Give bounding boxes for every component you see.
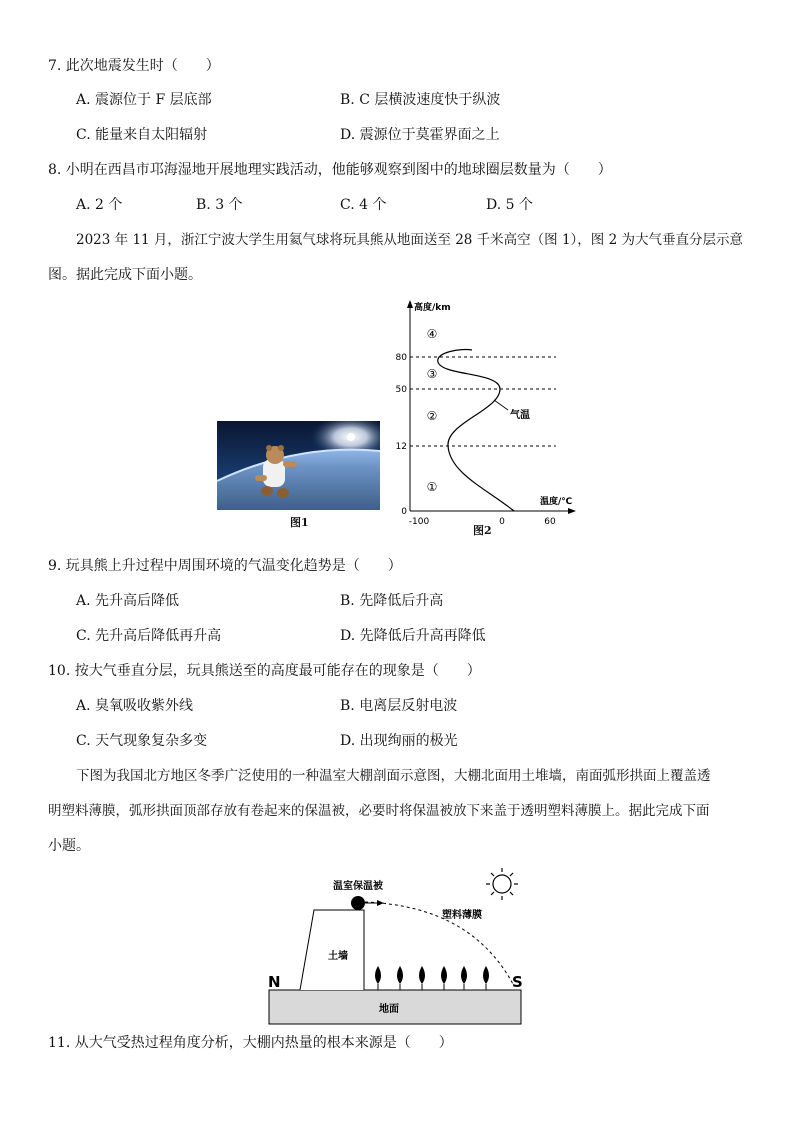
y-tick-0: 0 xyxy=(401,507,407,517)
quilt-roll xyxy=(351,896,365,910)
fig1-photo xyxy=(217,421,380,510)
fig1-label: 图1 xyxy=(290,516,309,529)
intro2-line1: 下图为我国北方地区冬季广泛使用的一种温室大棚剖面示意图，大棚北面用土堆墙，南面弧形拱面上覆盖透 xyxy=(76,768,711,784)
north-label: N xyxy=(268,973,281,991)
q10-stem: 10. 按大气垂直分层，玩具熊送至的高度最可能存在的现象是（ ） xyxy=(48,663,481,679)
intro1-line2: 图。据此完成下面小题。 xyxy=(48,267,202,283)
q9-option-c: C. 先升高后降低再升高 xyxy=(76,628,222,644)
y-axis-label: 高度/km xyxy=(414,303,451,313)
temperature-curve xyxy=(438,350,514,512)
q10-option-d: D. 出现绚丽的极光 xyxy=(340,733,458,749)
wall-label: 土墙 xyxy=(328,951,348,962)
q9-stem: 9. 玩具熊上升过程中周围环境的气温变化趋势是（ ） xyxy=(48,558,402,574)
intro2-line2: 明塑料薄膜，弧形拱面顶部存放有卷起来的保温被，必要时将保温被放下来盖于透明塑料薄膜上。据此完成下面 xyxy=(48,803,710,819)
sun-icon xyxy=(486,868,518,900)
fig2-label: 图2 xyxy=(473,524,492,537)
y-tick-50: 50 xyxy=(395,385,407,395)
q7-stem: 7. 此次地震发生时（ ） xyxy=(48,58,220,74)
q7-option-b: B. C 层横波速度快于纵波 xyxy=(340,92,501,108)
layer-4: ④ xyxy=(426,327,438,341)
x-axis-label: 温度/℃ xyxy=(540,497,573,507)
q7-option-a: A. 震源位于 F 层底部 xyxy=(76,92,212,108)
q7-option-c: C. 能量来自太阳辐射 xyxy=(76,127,208,143)
q8-option-a: A. 2 个 xyxy=(76,197,123,213)
layer-1: ① xyxy=(426,480,438,494)
layer-2: ② xyxy=(426,409,438,423)
q9-option-b: B. 先降低后升高 xyxy=(340,593,444,609)
q9-option-d: D. 先降低后升高再降低 xyxy=(340,628,486,644)
q11-stem: 11. 从大气受热过程角度分析，大棚内热量的根本来源是（ ） xyxy=(48,1035,453,1051)
curve-label: 气温 xyxy=(510,410,530,421)
south-label: S xyxy=(512,973,523,991)
q8-option-c: C. 4 个 xyxy=(340,197,387,213)
y-axis-arrow xyxy=(407,300,413,308)
q8-option-b: B. 3 个 xyxy=(196,197,243,213)
plants xyxy=(375,966,489,990)
q8-option-d: D. 5 个 xyxy=(486,197,533,213)
plastic-film-arc xyxy=(365,902,514,986)
earth-wall xyxy=(300,910,364,990)
q10-option-b: B. 电离层反射电波 xyxy=(340,698,458,714)
intro2-line3: 小题。 xyxy=(48,838,90,854)
space-photo-illustration xyxy=(217,421,380,510)
layer-3: ③ xyxy=(426,367,438,381)
x-tick-0: 0 xyxy=(499,517,505,527)
x-axis-arrow xyxy=(568,508,576,514)
curve-label-leader xyxy=(494,400,508,410)
q10-option-c: C. 天气现象复杂多变 xyxy=(76,733,208,749)
fig3-greenhouse-diagram xyxy=(262,866,532,1026)
y-tick-80: 80 xyxy=(395,353,407,363)
ground-label: 地面 xyxy=(379,1004,399,1015)
y-tick-12: 12 xyxy=(395,442,407,452)
q9-option-a: A. 先升高后降低 xyxy=(76,593,180,609)
q8-stem: 8. 小明在西昌市邛海湿地开展地理实践活动，他能够观察到图中的地球圈层数量为（ ） xyxy=(48,162,612,178)
q7-option-d: D. 震源位于莫霍界面之上 xyxy=(340,127,500,143)
q10-option-a: A. 臭氧吸收紫外线 xyxy=(76,698,194,714)
x-tick-neg100: -100 xyxy=(408,517,430,527)
intro1-line1: 2023 年 11 月，浙江宁波大学生用氦气球将玩具熊从地面送至 28 千米高空（图 1），图 2 为大气垂直分层示意 xyxy=(76,232,743,248)
x-tick-60: 60 xyxy=(544,517,556,527)
quilt-label: 温室保温被 xyxy=(333,881,383,892)
film-label: 塑料薄膜 xyxy=(442,910,482,921)
fig2-atmosphere-chart xyxy=(390,298,590,528)
